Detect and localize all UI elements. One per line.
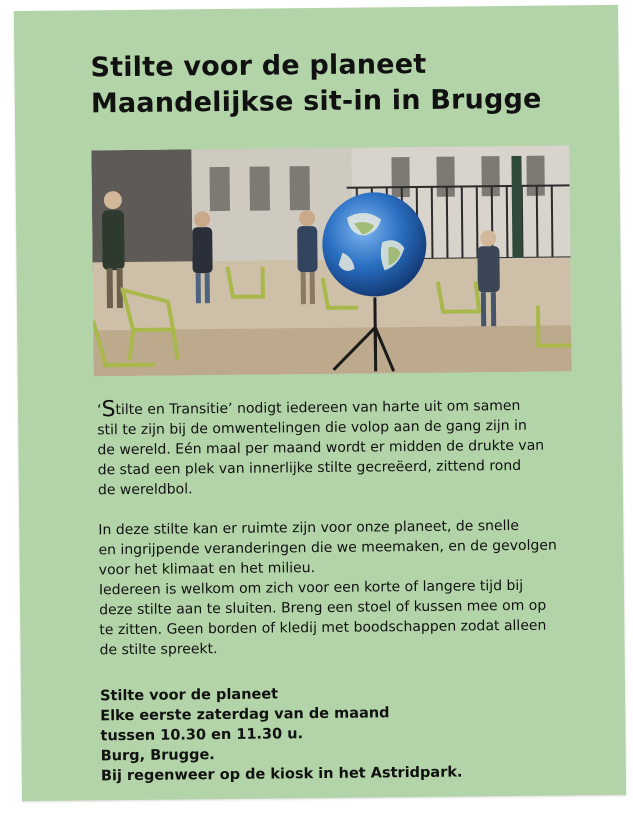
intro-line: nodigt iedereen van harte uit om samen [236, 397, 521, 417]
paragraph-line: deze stilte aan te sluiten. Breng een stoel of kussen mee om op [99, 597, 547, 619]
paragraph-line: en ingrijpende veranderingen die we meemaken, en de gevolgen [98, 537, 557, 559]
info-line: Bij regenweer op de kiosk in het Astridpark. [100, 764, 463, 785]
open-quote: ‘ [96, 402, 102, 419]
info-line: Stilte voor de planeet [99, 686, 279, 705]
dropcap-letter: S [101, 397, 116, 423]
flyer [14, 5, 626, 801]
info-line: tussen 10.30 en 11.30 u. [100, 726, 304, 745]
title-line-2: Maandelijkse sit-in in Brugge [90, 83, 542, 120]
event-info [100, 683, 463, 787]
intro-line: de wereld. Eén maal per maand wordt er midden de drukte van [97, 437, 545, 459]
title-line-1: Stilte voor de planeet [90, 48, 427, 84]
intro-line: de wereldbol. [97, 481, 193, 499]
intro-line: stil te zijn bij de omwentelingen die volop aan de gang zijn in [97, 417, 527, 439]
paragraph-line: Iedereen is welkom om zich voor een korte of langere tijd bij [98, 577, 524, 599]
info-line: Elke eerste zaterdag van de maand [100, 705, 390, 725]
intro-line: de stad een plek van innerlijke stilte gecreëerd, zittend rond [97, 457, 522, 479]
paragraph-line: te zitten. Geen borden of kledij met boodschappen zodat alleen [99, 617, 547, 639]
page-title [90, 46, 541, 123]
organisation-name: tilte en Transitie’ [115, 400, 233, 419]
body-text [97, 396, 560, 661]
info-line: Burg, Brugge. [100, 747, 215, 765]
paragraph-line: In deze stilte kan er ruimte zijn voor onze planeet, de snelle [98, 517, 520, 539]
photo-globe-sit-in [91, 145, 571, 376]
paragraph-line: de stilte spreekt. [99, 641, 218, 659]
photo-illustration [91, 145, 571, 376]
paragraph-line: voor het klimaat en het milieu. [98, 560, 316, 579]
